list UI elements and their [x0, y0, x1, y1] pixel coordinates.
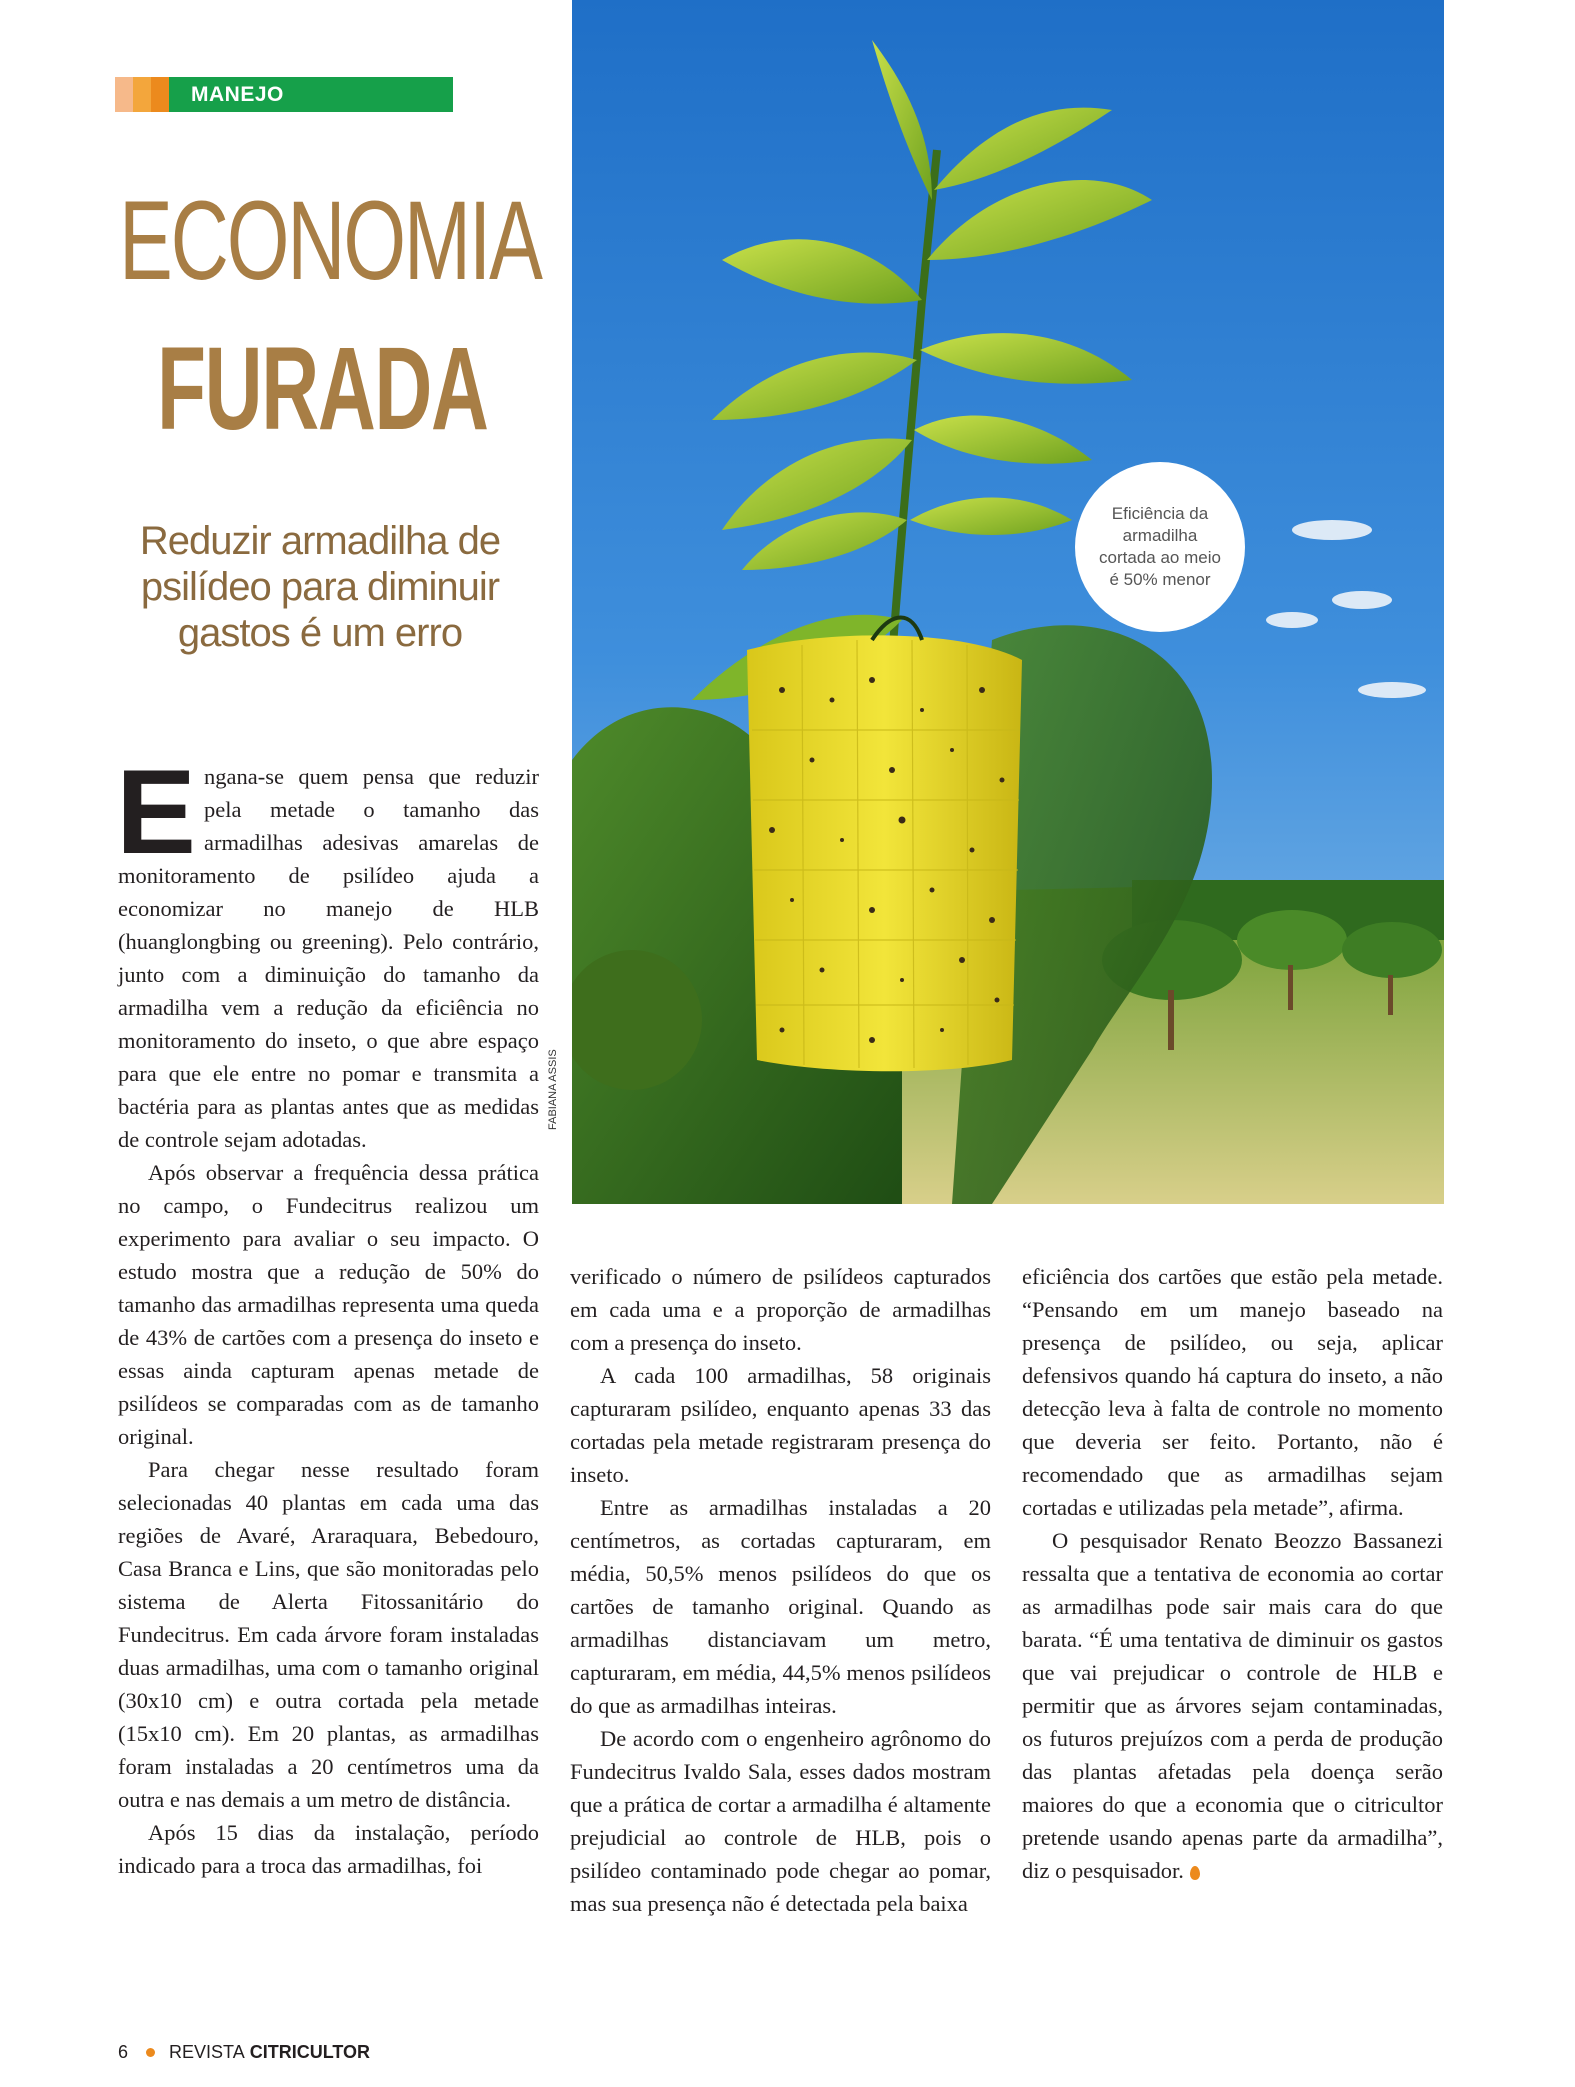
publication-name-light: REVISTA: [169, 2042, 245, 2062]
subheadline: Reduzir armadilha de psilídeo para diminuir gastos é um erro: [139, 519, 501, 655]
tag-swatch-dark: [151, 77, 169, 112]
bullet-icon: [146, 2048, 155, 2057]
publication-name-bold: CITRICULTOR: [249, 2042, 371, 2062]
article-column-3: [1022, 1260, 1443, 1887]
headline-line-2: FURADA: [157, 323, 488, 455]
headline-line-1: ECONOMIA: [119, 178, 541, 303]
drop-cap: E: [116, 745, 197, 879]
article-column-2: [570, 1260, 991, 1920]
article-photo: [572, 0, 1444, 1204]
photo-caption-bubble: [1075, 462, 1245, 632]
article-paragraph: Após observar a frequência dessa prática no campo, o Fundecitrus realizou um experimento para avaliar o seu impacto. O estudo mostra que a redução de 50% do tamanho das armadilhas representa uma queda de 43% de cartões com a presença do inseto e essas ainda capturam apenas metade de psilídeos se comparadas com as de tamanho original.: [118, 1160, 539, 1449]
article-paragraph: [116, 745, 539, 1156]
tag-swatch-light: [115, 77, 133, 112]
photo-credit: FABIANA ASSIS: [547, 1049, 559, 1130]
article-paragraph: eficiência dos cartões que estão pela metade. “Pensando em um manejo baseado na presença de psilídeo, ou seja, aplicar defensivos quando há captura do inseto, a não detecção leva à falta de controle no momento que deveria ser feito. Portanto, não é recomendado que as armadilhas sejam cortadas e utilizadas pela metade”, afirma.: [1022, 1264, 1443, 1520]
paragraph-text: O pesquisador Renato Beozzo Bassanezi ressalta que a tentativa de economia ao cortar as armadilhas pode sair mais cara do que barata. “É uma tentativa de diminuir os gastos que vai prejudicar o controle de HLB e permitir que as árvores sejam contaminadas, os futuros prejuízos com a perda de produção das plantas afetadas pela doença serão maiores do que a economia que o citricultor pretende usando apenas parte da armadilha”, diz o pesquisador.: [1022, 1528, 1443, 1883]
page-number: 6: [118, 2042, 129, 2062]
page-footer: [118, 2042, 370, 2063]
section-label: MANEJO: [169, 77, 453, 112]
article-paragraph: A cada 100 armadilhas, 58 originais capturaram psilídeo, enquanto apenas 33 das cortadas pela metade registraram presença do inseto.: [570, 1363, 991, 1487]
article-paragraph: verificado o número de psilídeos capturados em cada uma e a proporção de armadilhas com a presença do inseto.: [570, 1264, 991, 1355]
tag-swatch-mid: [133, 77, 151, 112]
article-column-1: [116, 745, 539, 1882]
article-paragraph: [1022, 1524, 1443, 1887]
article-paragraph: Após 15 dias da instalação, período indicado para a troca das armadilhas, foi: [118, 1820, 539, 1878]
paragraph-text: ngana-se quem pensa que reduzir pela metade o tamanho das armadilhas adesivas amarelas de monitoramento de psilídeo ajuda a economizar no manejo de HLB (huanglongbing ou greening). Pelo contrário, junto com a diminuição do tamanho da armadilha vem a redução da eficiência no monitoramento do inseto, o que abre espaço para que ele entre no pomar e transmita a bactéria para as plantas antes que as medidas de controle sejam adotadas.: [118, 764, 539, 1152]
article-paragraph: Para chegar nesse resultado foram selecionadas 40 plantas em cada uma das regiões de Avaré, Araraquara, Bebedouro, Casa Branca e Lins, que são monitoradas pelo sistema de Alerta Fitossanitário do Fundecitrus. Em cada árvore foram instaladas duas armadilhas, uma com o tamanho original (30x10 cm) e outra cortada pela metade (15x10 cm). Em 20 plantas, as armadilhas foram instaladas a 20 centímetros uma da outra e nas demais a um metro de distância.: [118, 1457, 539, 1812]
article-paragraph: Entre as armadilhas instaladas a 20 centímetros, as cortadas capturaram, em média, 50,5% menos psilídeos do que os cartões de tamanho original. Quando as armadilhas distanciavam um metro, capturaram, em média, 44,5% menos psilídeos do que as armadilhas inteiras.: [570, 1495, 991, 1718]
section-tag: [115, 77, 453, 112]
article-paragraph: De acordo com o engenheiro agrônomo do Fundecitrus Ivaldo Sala, esses dados mostram que a prática de cortar a armadilha é altamente prejudicial ao controle de HLB, pois o psilídeo contaminado pode chegar ao pomar, mas sua presença não é detectada pela baixa: [570, 1726, 991, 1916]
end-mark-icon: [1190, 1866, 1200, 1880]
photo-caption: Eficiência da armadilha cortada ao meio é 50% menor: [1099, 504, 1221, 589]
